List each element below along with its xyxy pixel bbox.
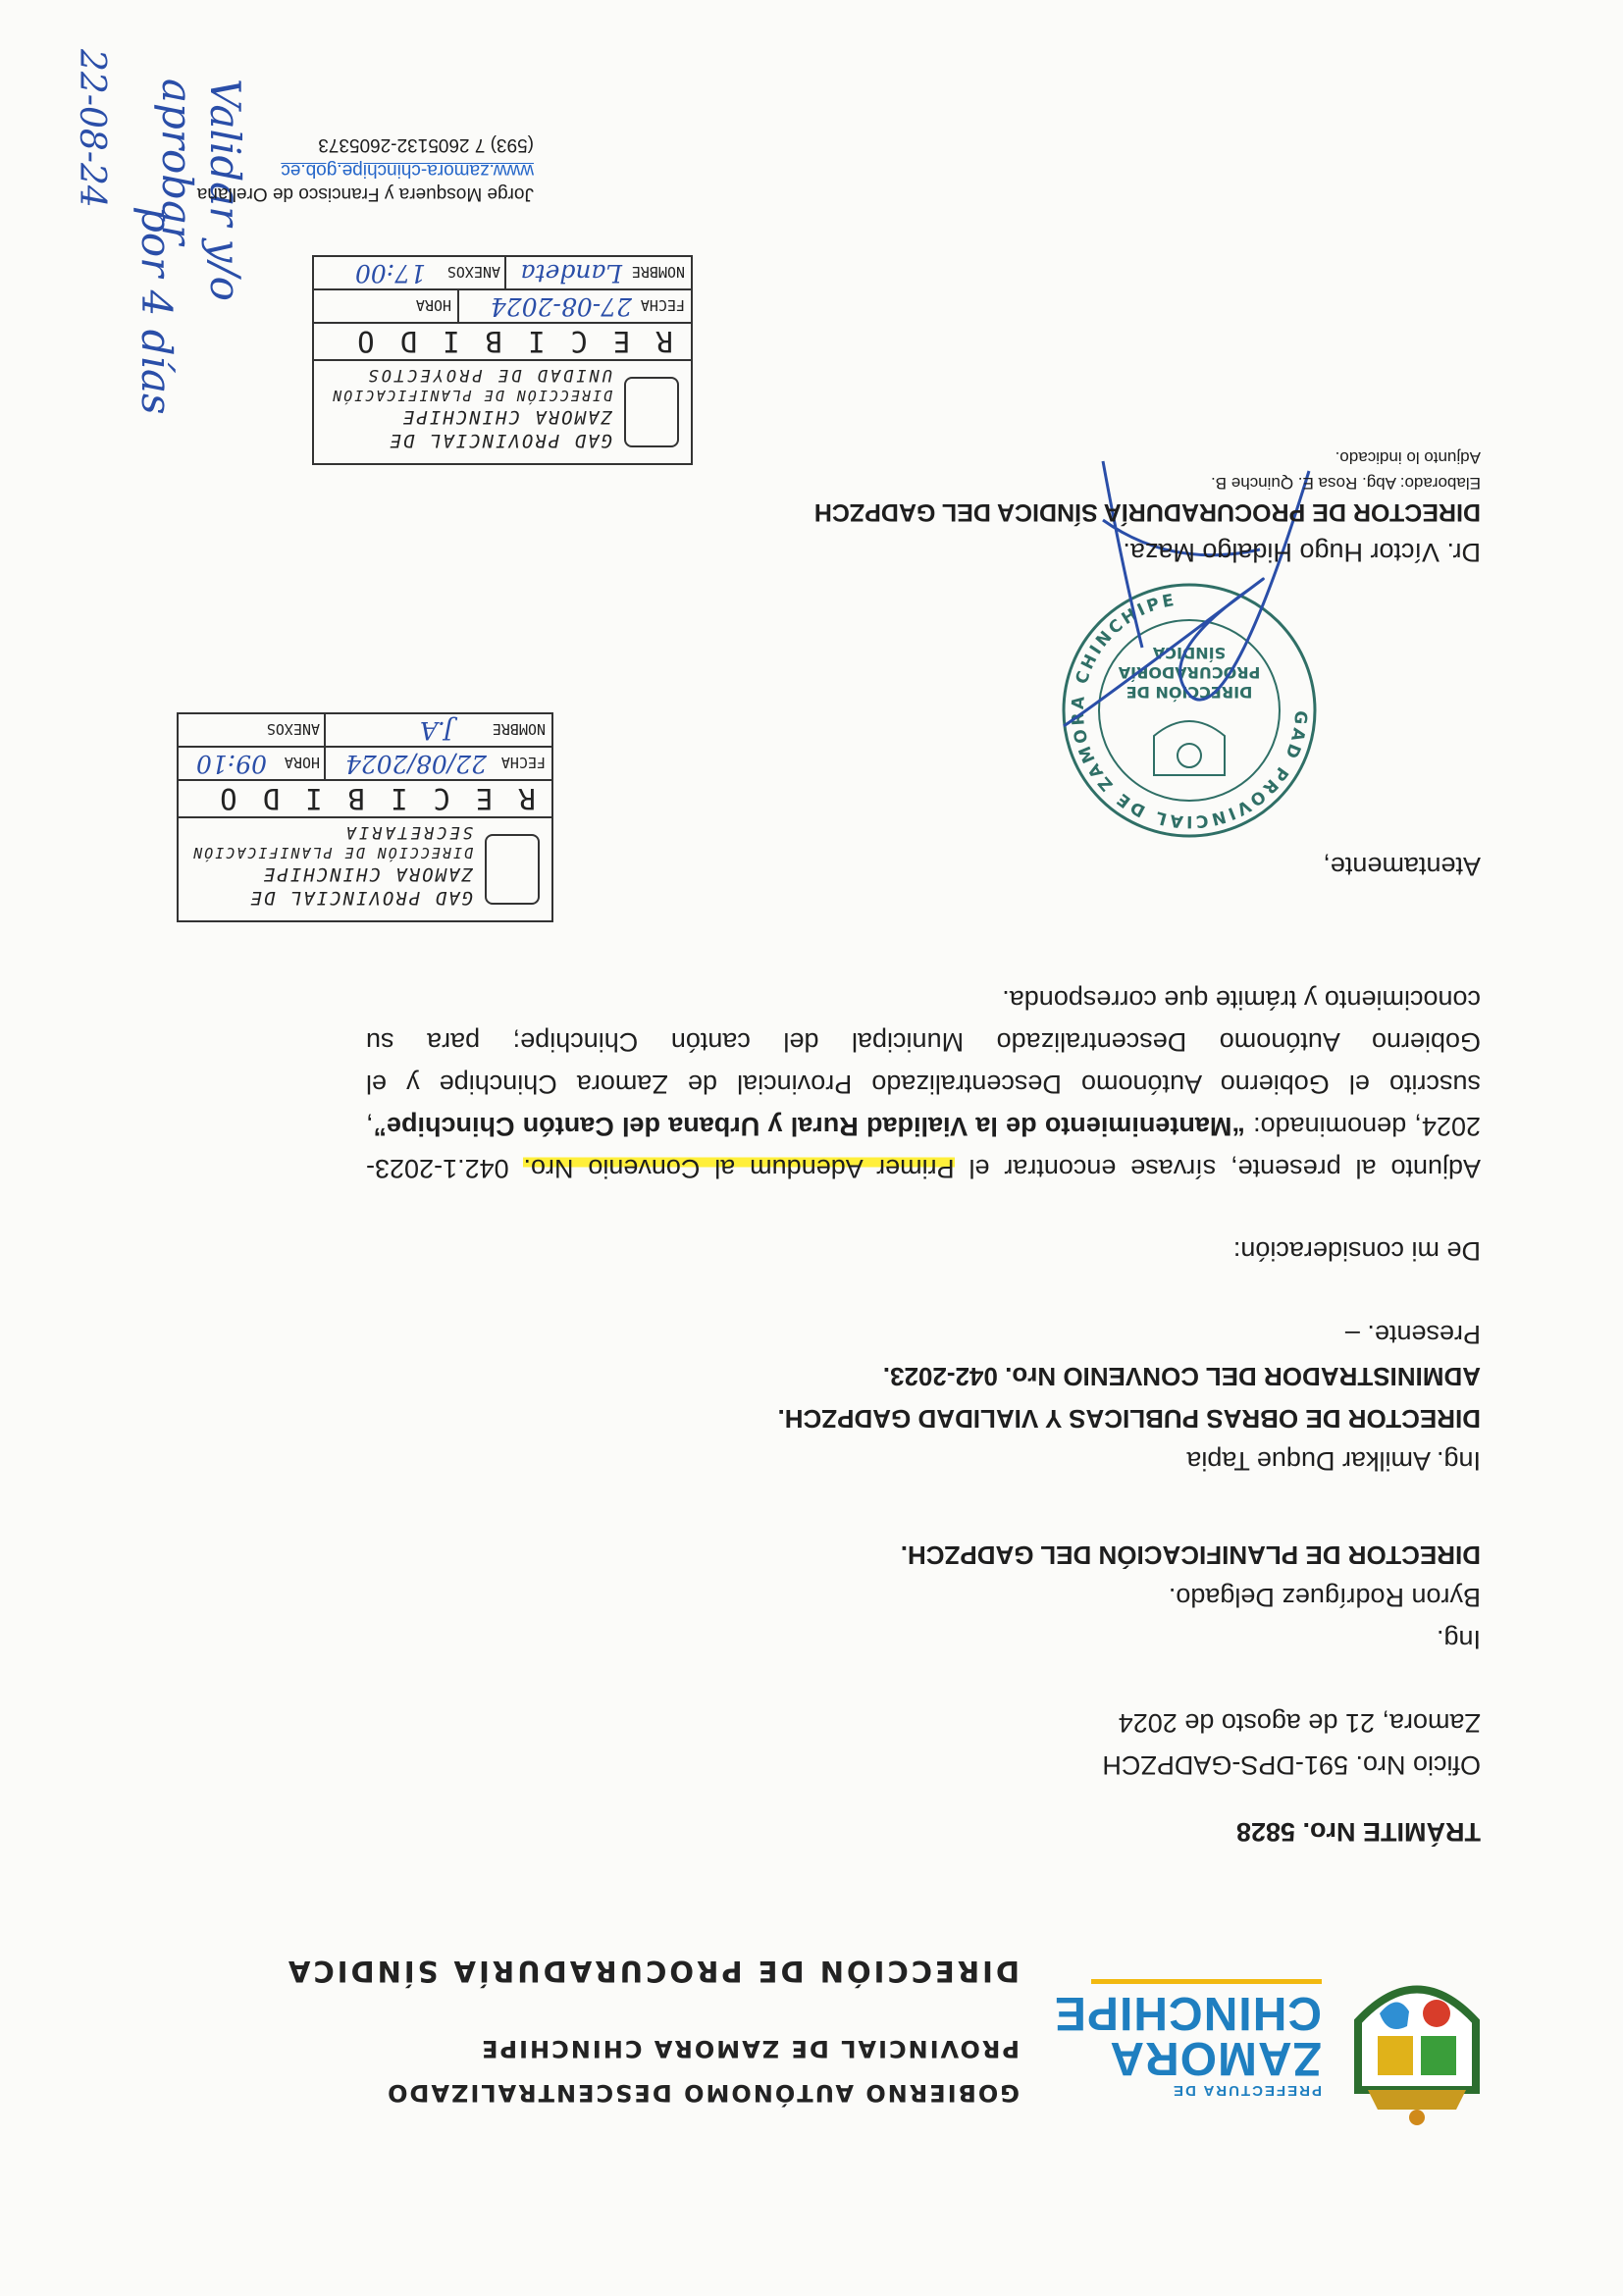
brand-underline bbox=[1091, 1979, 1322, 1984]
seal-ring-text: GAD PROVINCIAL DE ZAMORA CHINCHIPE bbox=[1068, 590, 1311, 832]
fecha-label: FECHA bbox=[500, 754, 546, 771]
seal-center-1: DIRECCIÓN DE bbox=[1126, 683, 1253, 702]
highlighted-phrase: Primer Adendum al Convenio Nro. bbox=[523, 1154, 955, 1183]
stamp-line-2: ZAMORA CHINCHIPE bbox=[261, 863, 473, 885]
anexos-label: ANEXOS bbox=[446, 263, 500, 281]
seal-center-3: SÍNDICA bbox=[1152, 644, 1227, 662]
stamp-header bbox=[179, 816, 551, 920]
stamp-line-1: GAD PROVINCIAL DE bbox=[388, 430, 612, 451]
stamp-line-3: DIRECCIÓN DE PLANIFICACIÓN bbox=[331, 387, 612, 404]
anexos-label: ANEXOS bbox=[266, 720, 320, 738]
org-name-line-2: PROVINCIAL DE ZAMORA CHINCHIPE bbox=[480, 2035, 1020, 2062]
received-stamp-proyectos bbox=[312, 255, 693, 465]
date-place: Zamora, 21 de agosto de 2024 bbox=[1118, 1708, 1481, 1738]
fecha-label: FECHA bbox=[640, 296, 685, 314]
hora-label: HORA bbox=[415, 296, 451, 314]
nombre-label: NOMBRE bbox=[631, 263, 685, 281]
fecha-value: 22/08/2024 bbox=[344, 750, 487, 778]
stamp-emblem-icon bbox=[624, 377, 679, 447]
hora-label: HORA bbox=[284, 754, 320, 771]
received-stamp-secretaria bbox=[177, 712, 553, 922]
hora-value: 09:10 bbox=[195, 750, 267, 778]
org-name-line-1: GOBIERNO AUTÓNOMO DESCENTRALIZADO bbox=[386, 2079, 1020, 2107]
recipient-1-title: Ing. bbox=[1436, 1625, 1481, 1654]
brand-name bbox=[1053, 1987, 1322, 2084]
brand-line-1: ZAMORA bbox=[1109, 2032, 1322, 2084]
footer-address: Jorge Mosquera y Francisco de Orellana bbox=[196, 183, 534, 204]
recipient-2-name: Ing. Amilkar Duque Tapia bbox=[1186, 1446, 1481, 1476]
stamp-emblem-icon bbox=[485, 834, 540, 905]
body-line-3: suscrito el Gobierno Autónomo Descentralizado Provincial de Zamora Chinchipe y el bbox=[366, 1070, 1481, 1099]
presente-line: Presente. – bbox=[1344, 1320, 1481, 1349]
brand-line-2: CHINCHIPE bbox=[1053, 1987, 1322, 2039]
body-paragraph bbox=[366, 978, 1481, 1189]
stamp-recibido: RECIBIDO bbox=[179, 779, 551, 816]
stamp-line-2: ZAMORA CHINCHIPE bbox=[400, 406, 612, 428]
handwritten-note-line-1: Validar y/o aprobar bbox=[153, 78, 249, 301]
stamp-line-4: SECRETARIA bbox=[342, 822, 473, 842]
body-line-1-pre: Adjunto al presente, sírvase encontrar el bbox=[954, 1154, 1481, 1183]
recipient-1-role: DIRECTOR DE PLANIFICACIÓN DEL GADPZCH. bbox=[900, 1540, 1481, 1570]
elaborado-line: Elaborado: Abg. Rosa E. Quinche B. bbox=[1210, 474, 1481, 493]
body-line-4: Gobierno Autónomo Descentralizado Municipal del cantón Chinchipe; para su bbox=[366, 1027, 1481, 1057]
recipient-2-role-2: ADMINISTRADOR DEL CONVENIO Nro. 042-2023. bbox=[882, 1362, 1481, 1391]
stamp-header bbox=[314, 359, 691, 463]
fecha-value: 27-08-2024 bbox=[490, 292, 632, 321]
closing: Atentamente, bbox=[1323, 852, 1481, 881]
project-name: “Mantenimiento de la Vialidad Rural y Urbana del Cantón Chinchipe” bbox=[373, 1112, 1245, 1141]
footer-phone: (593) 7 2605132-2605373 bbox=[318, 134, 534, 155]
nombre-label: NOMBRE bbox=[492, 720, 546, 738]
tramite-number: TRÁMITE Nro. 5828 bbox=[1235, 1817, 1481, 1847]
stamp-recibido: RECIBIDO bbox=[314, 322, 691, 359]
greeting: De mi consideración: bbox=[1232, 1236, 1481, 1266]
body-line-2-pre: 2024, denominado: bbox=[1244, 1112, 1481, 1141]
brand-top-text: PREFECTURA DE bbox=[1172, 2082, 1322, 2099]
signer-name: Dr. Víctor Hugo Hidalgo Maza. bbox=[1123, 538, 1481, 567]
body-line-1 bbox=[366, 1147, 1481, 1189]
stamp-line-1: GAD PROVINCIAL DE bbox=[248, 887, 473, 909]
signer-role: DIRECTOR DE PROCURADURÍA SÍNDICA DEL GADPZCH bbox=[813, 498, 1481, 526]
adjunto-line: Adjunto lo indicado. bbox=[1335, 448, 1481, 467]
recipient-1-name: Byron Rodríguez Delgado. bbox=[1168, 1583, 1481, 1612]
stamp-row-nombre bbox=[179, 714, 551, 746]
handwritten-note-line-2: por 4 días bbox=[132, 206, 181, 415]
stamp-line-3: DIRECCIÓN DE PLANIFICACIÓN bbox=[191, 844, 473, 861]
stamp-row-fecha bbox=[314, 288, 691, 322]
seal-center-2: PROCURADORÍA bbox=[1118, 663, 1261, 682]
handwritten-date: 22-08-24 bbox=[72, 49, 112, 208]
recipient-2-role-1: DIRECTOR DE OBRAS PUBLICAS Y VIALIDAD GADPZCH. bbox=[777, 1404, 1481, 1434]
stamp-row-nombre bbox=[314, 257, 691, 288]
department-title: DIRECCIÓN DE PROCURADURÍA SÍNDICA bbox=[285, 1955, 1020, 1988]
oficio-number: Oficio Nro. 591-DPS-GADPZCH bbox=[1102, 1750, 1481, 1780]
anexos-value: 17:00 bbox=[354, 259, 426, 287]
nombre-value: Landeta bbox=[520, 259, 622, 287]
body-line-1-post: 042.1-2023- bbox=[366, 1154, 524, 1183]
stamp-line-4: UNIDAD DE PROYECTOS bbox=[365, 365, 612, 385]
footer-website[interactable]: www.zamora-chinchipe.gob.ec bbox=[281, 160, 534, 181]
stamp-row-fecha bbox=[179, 746, 551, 779]
coat-of-arms-logo bbox=[1338, 1957, 1495, 2129]
body-line-2-post: , bbox=[366, 1112, 374, 1141]
body-line-5: conocimiento y trámite que corresponda. bbox=[1002, 985, 1481, 1015]
nombre-value: J.A bbox=[419, 716, 453, 745]
body-line-2 bbox=[366, 1105, 1481, 1147]
